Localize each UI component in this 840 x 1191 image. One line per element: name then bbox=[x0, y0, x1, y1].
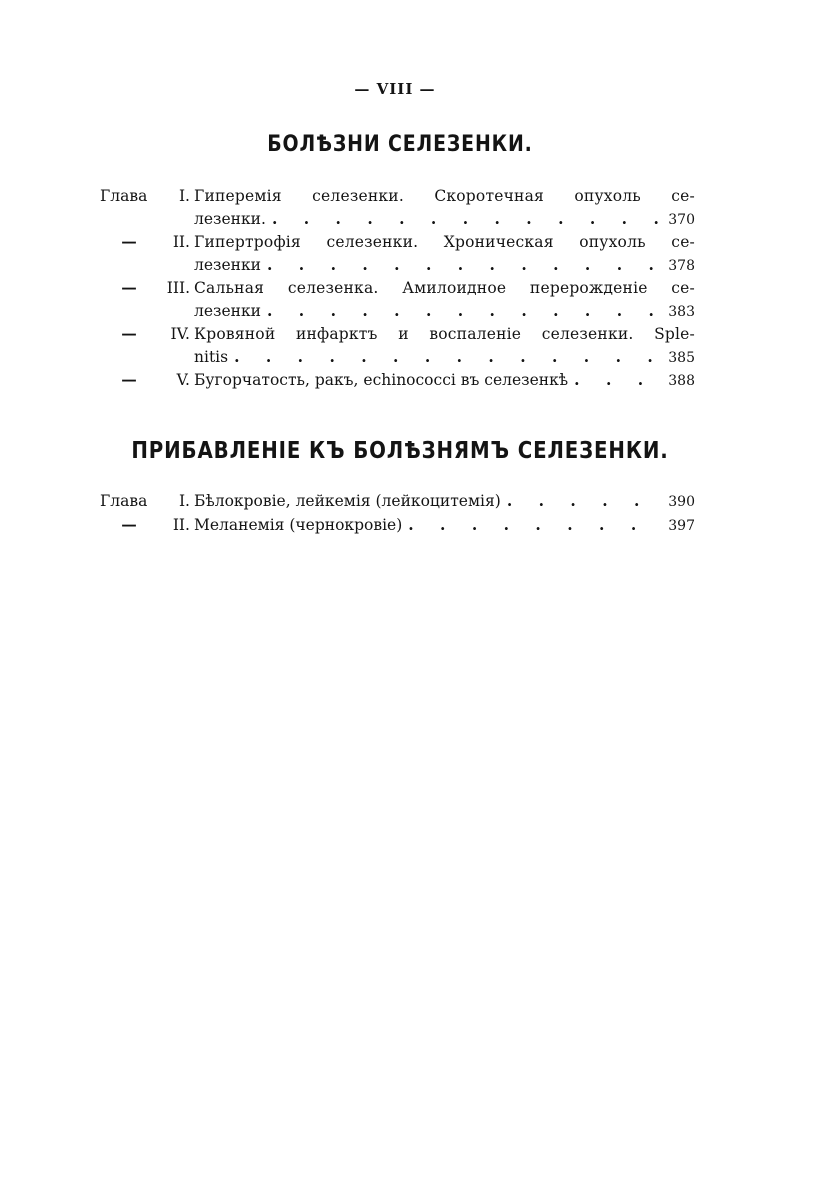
dot-leader bbox=[272, 208, 659, 231]
entry-title-line: Кровяной инфарктъ и воспаленіе селезенки. Sple- bbox=[194, 325, 695, 343]
entry-chapter-number: II. bbox=[172, 515, 190, 534]
section-heading-appendix: ПРИБАВЛЕНІЕ КЪ БОЛѢЗНЯМЪ СЕЛЕЗЕНКИ. bbox=[131, 438, 669, 464]
contents-entry bbox=[100, 277, 695, 323]
entry-chapter-number: I. bbox=[178, 187, 190, 205]
entry-chapter-number: V. bbox=[176, 371, 190, 389]
entry-page-number: 370 bbox=[668, 211, 695, 228]
entry-lead: — bbox=[121, 514, 137, 534]
entry-body bbox=[194, 490, 695, 514]
contents-entry bbox=[100, 369, 695, 393]
entry-title-line: Гиперемія селезенки. Скоротечная опухоль се- bbox=[194, 187, 695, 205]
entry-lead: — bbox=[121, 370, 137, 389]
dot-leader bbox=[507, 490, 659, 513]
entry-last-line bbox=[194, 369, 695, 393]
entry-title-line: Сальная селезенка. Амилоидное перерожденіе се- bbox=[194, 279, 695, 297]
section-heading-diseases-of-spleen: БОЛѢЗНИ СЕЛЕЗЕНКИ. bbox=[267, 132, 533, 157]
contents-entry bbox=[100, 323, 695, 369]
contents-entry bbox=[100, 231, 695, 277]
entry-title-end: Бѣлокровіе, лейкемія (лейкоцитемія) bbox=[194, 492, 501, 510]
dot-leader bbox=[267, 254, 659, 277]
entry-page-number: 388 bbox=[668, 373, 695, 389]
entry-page-number: 397 bbox=[668, 517, 695, 534]
entry-chapter-number: I. bbox=[178, 492, 190, 510]
entry-page-number: 385 bbox=[668, 349, 695, 366]
entry-page-number: 390 bbox=[668, 494, 695, 510]
entry-title-end: Бугорчатость, ракъ, echinococci въ селезенкѣ bbox=[194, 371, 569, 389]
contents-entry bbox=[100, 185, 695, 231]
contents-entry bbox=[100, 514, 695, 538]
entry-title-end: лезенки. bbox=[194, 209, 266, 228]
entry-title-end: nitis bbox=[194, 347, 229, 366]
entry-body bbox=[194, 231, 695, 277]
entry-last-line bbox=[194, 490, 695, 514]
entry-lead: — bbox=[121, 232, 137, 251]
contents-entry bbox=[100, 490, 695, 514]
entry-body bbox=[194, 277, 695, 323]
entry-title-end: Меланемія (чернокровіе) bbox=[194, 515, 403, 534]
entry-last-line bbox=[194, 254, 695, 278]
entry-body bbox=[194, 514, 695, 538]
entry-lead: — bbox=[121, 278, 137, 297]
entry-title-line: Гипертрофія селезенки. Хроническая опухоль се- bbox=[194, 233, 695, 251]
dot-leader bbox=[408, 514, 659, 537]
dot-leader bbox=[234, 346, 659, 369]
contents-list-spleen-diseases bbox=[100, 185, 695, 393]
entry-lead: Глава bbox=[100, 187, 148, 205]
entry-last-line bbox=[194, 346, 695, 370]
entry-chapter-number: III. bbox=[166, 279, 190, 297]
contents-list-appendix bbox=[100, 490, 695, 537]
entry-chapter-number: IV. bbox=[170, 325, 190, 343]
entry-lead: — bbox=[121, 324, 137, 343]
entry-lead: Глава bbox=[100, 492, 148, 510]
entry-last-line bbox=[194, 208, 695, 232]
entry-last-line bbox=[194, 300, 695, 324]
entry-last-line bbox=[194, 514, 695, 538]
entry-body bbox=[194, 323, 695, 369]
entry-chapter-number: II. bbox=[172, 233, 190, 251]
entry-page-number: 383 bbox=[668, 303, 695, 320]
entry-body bbox=[194, 185, 695, 231]
entry-body bbox=[194, 369, 695, 393]
entry-title-end: лезенки bbox=[194, 301, 261, 320]
dot-leader bbox=[267, 300, 659, 323]
entry-page-number: 378 bbox=[668, 257, 695, 274]
page-folio: — VIII — bbox=[354, 80, 436, 98]
dot-leader bbox=[574, 369, 659, 392]
entry-title-end: лезенки bbox=[194, 255, 261, 274]
